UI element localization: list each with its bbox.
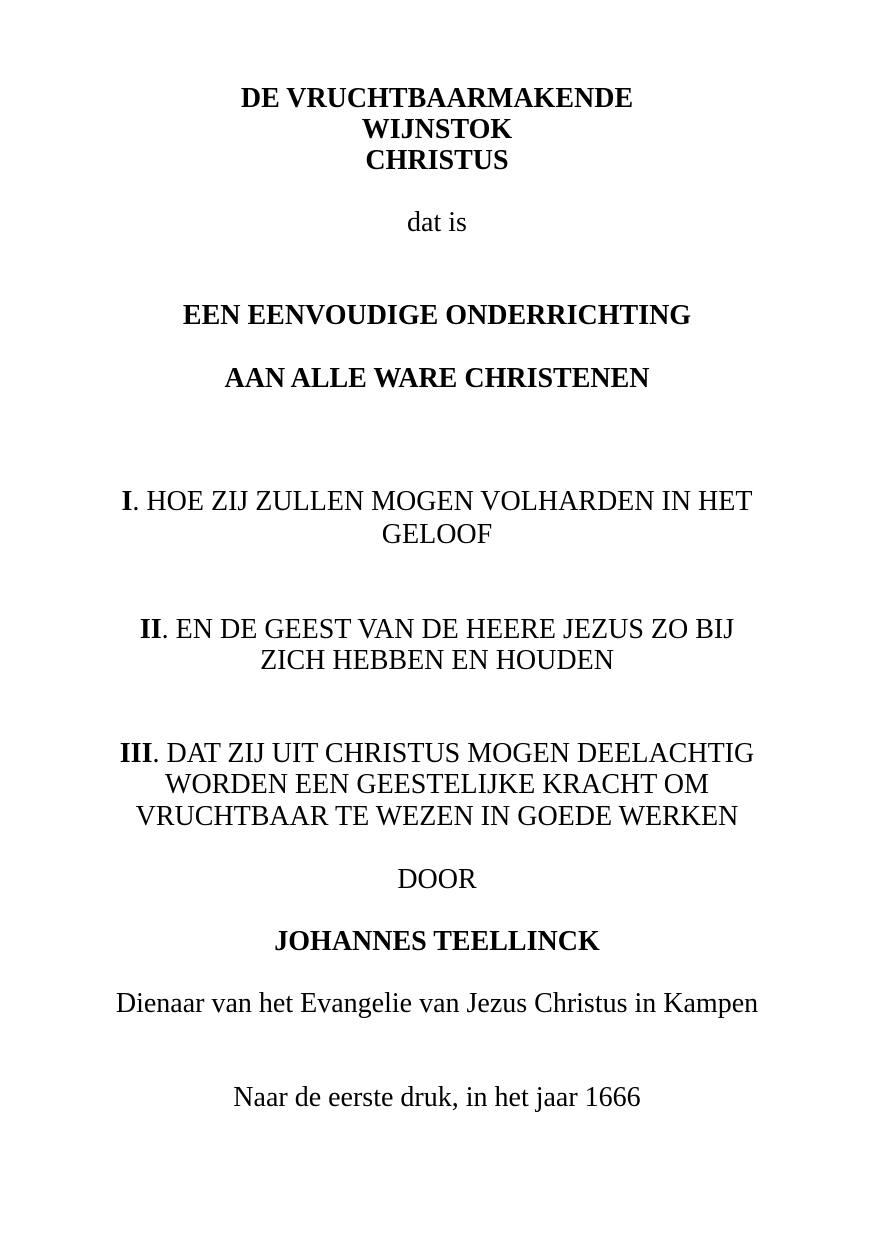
author-role: Dienaar van het Evangelie van Jezus Christus in Kampen <box>115 988 759 1019</box>
author-name: JOHANNES TEELLINCK <box>274 926 600 957</box>
point-1-line-2: GELOOF <box>381 519 493 550</box>
point-3-line-3: VRUCHTBAAR TE WEZEN IN GOEDE WERKEN <box>135 801 739 832</box>
point-2-line-1 <box>0 614 874 645</box>
title-line-1: DE VRUCHTBAARMAKENDE <box>240 83 634 114</box>
edition-note: Naar de eerste druk, in het jaar 1666 <box>233 1082 641 1113</box>
point-2-numeral: II <box>139 614 162 645</box>
point-3-line-1 <box>0 738 874 769</box>
point-3-line-2: WORDEN EEN GEESTELIJKE KRACHT OM <box>165 769 709 800</box>
point-2-line-2: ZICH HEBBEN EN HOUDEN <box>260 645 614 676</box>
connector-text: dat is <box>407 207 467 238</box>
point-3-text: . DAT ZIJ UIT CHRISTUS MOGEN DEELACHTIG <box>152 738 755 769</box>
title-line-2: WIJNSTOK <box>361 114 513 145</box>
point-1-numeral: I <box>121 486 133 517</box>
subtitle-line-1: EEN EENVOUDIGE ONDERRICHTING <box>182 300 692 331</box>
point-1-text: . HOE ZIJ ZULLEN MOGEN VOLHARDEN IN HET <box>132 486 753 517</box>
point-3-numeral: III <box>119 738 153 769</box>
title-line-3: CHRISTUS <box>365 145 509 176</box>
point-1-line-1 <box>0 486 874 517</box>
subtitle-line-2: AAN ALLE WARE CHRISTENEN <box>224 363 650 394</box>
by-label: DOOR <box>397 864 477 895</box>
point-2-text: . EN DE GEEST VAN DE HEERE JEZUS ZO BIJ <box>161 614 735 645</box>
